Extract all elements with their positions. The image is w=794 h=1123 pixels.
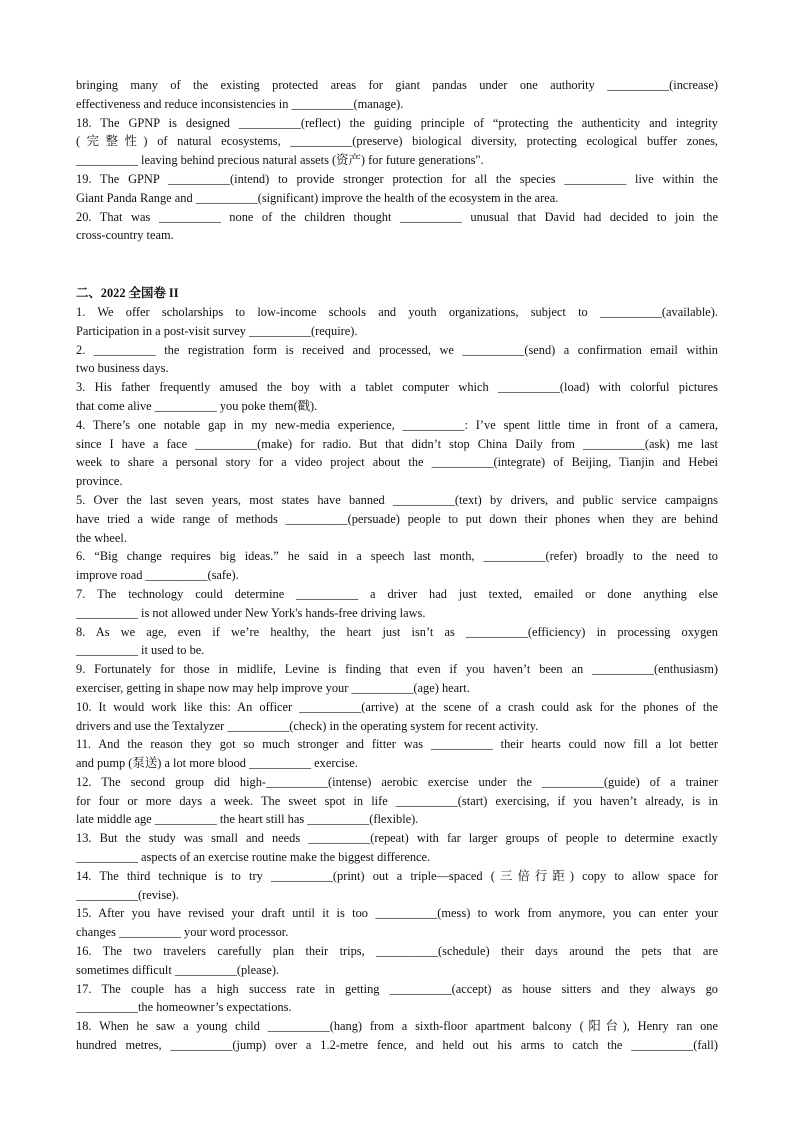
text-line: 12. The second group did high-__________(intense) aerobic exercise under the __________(guide) of a trainer — [76, 774, 718, 789]
text-line: and pump (泵送) a lot more blood __________ exercise. — [76, 756, 358, 771]
text-line: 19. The GPNP __________(intend) to provide stronger protection for all the species __________ live within the — [76, 171, 718, 186]
text-line: Participation in a post-visit survey __________(require). — [76, 323, 358, 338]
text-line: __________ leaving behind precious natural assets (资产) for future generations". — [76, 153, 484, 168]
text-line: 17. The couple has a high success rate in getting __________(accept) as house sitters and they always go — [76, 981, 718, 996]
text-line: 13. But the study was small and needs __________(repeat) with far larger groups of people to determine exactly — [76, 831, 718, 846]
text-line: 2. __________ the registration form is received and processed, we __________(send) a confirmation email within — [76, 342, 718, 357]
top-block — [76, 76, 718, 245]
text-line: drivers and use the Textalyzer __________(check) in the operating system for recent activity. — [76, 718, 539, 733]
text-line: (完整性) of natural ecosystems, __________(preserve) biological diversity, protecting ecological buffer zones, — [76, 134, 718, 149]
text-line: 8. As we age, even if we’re healthy, the heart just isn’t as __________(efficiency) in processing oxygen — [76, 624, 718, 639]
text-line: improve road __________(safe). — [76, 568, 239, 583]
text-line: 10. It would work like this: An officer __________(arrive) at the scene of a crash could ask for the phones of the — [76, 699, 718, 714]
text-line: two business days. — [76, 361, 169, 376]
text-line: have tried a wide range of methods __________(persuade) people to put down their phones when they are behind — [76, 511, 718, 526]
text-line: __________the homeowner’s expectations. — [76, 1000, 292, 1015]
text-line: 7. The technology could determine __________ a driver had just texted, emailed or done anything else — [76, 586, 718, 601]
document-page — [76, 76, 718, 1055]
text-line: __________ it used to be. — [76, 643, 205, 658]
text-line: since I have a face __________(make) for radio. But that didn’t stop China Daily from __________(ask) me last — [76, 436, 718, 451]
text-line: 6. “Big change requires big ideas.” he said in a speech last month, __________(refer) broadly to the need to — [76, 549, 718, 564]
text-line: 18. When he saw a young child __________(hang) from a sixth-floor apartment balcony (阳台), Henry ran one — [76, 1019, 718, 1034]
text-line: 9. Fortunately for those in midlife, Levine is finding that even if you haven’t been an __________(enthusiasm) — [76, 662, 718, 677]
text-line: cross-country team. — [76, 228, 174, 243]
text-line: that come alive __________ you poke them(戳). — [76, 398, 318, 413]
text-line: province. — [76, 474, 123, 489]
text-line: effectiveness and reduce inconsistencies in __________(manage). — [76, 96, 404, 111]
text-line: Giant Panda Range and __________(significant) improve the health of the ecosystem in the area. — [76, 190, 559, 205]
text-line: 1. We offer scholarships to low-income schools and youth organizations, subject to __________(available). — [76, 304, 718, 319]
section-gap — [76, 245, 718, 284]
text-line: __________ is not allowed under New York's hands-free driving laws. — [76, 605, 426, 620]
text-line: __________ aspects of an exercise routine make the biggest difference. — [76, 850, 431, 865]
text-line: 3. His father frequently amused the boy with a tablet computer which __________(load) with colorful pictures — [76, 380, 718, 395]
section-block — [76, 303, 718, 1055]
text-line: exerciser, getting in shape now may help improve your __________(age) heart. — [76, 680, 470, 695]
text-line: changes __________ your word processor. — [76, 925, 289, 940]
text-line: 4. There’s one notable gap in my new-media experience, __________: I’ve spent little time in front of a camera, — [76, 417, 718, 432]
text-line: bringing many of the existing protected areas for giant pandas under one authority __________(increase) — [76, 78, 718, 92]
text-line: 14. The third technique is to try __________(print) out a triple—spaced (三倍行距) copy to allow space for — [76, 868, 718, 883]
text-line: late middle age __________ the heart still has __________(flexible). — [76, 812, 419, 827]
text-line: 18. The GPNP is designed __________(reflect) the guiding principle of “protecting the authenticity and integrity — [76, 115, 718, 130]
text-line: 20. That was __________ none of the children thought __________ unusual that David had decided to join the — [76, 209, 718, 224]
text-line: 11. And the reason they got so much stronger and fitter was __________ their hearts could now fill a lot better — [76, 737, 718, 752]
text-line: hundred metres, __________(jump) over a 1.2-metre fence, and held out his arms to catch the __________(fall) — [76, 1038, 718, 1053]
text-line: 16. The two travelers carefully plan their trips, __________(schedule) their days around the pets that are — [76, 944, 718, 959]
text-line: sometimes difficult __________(please). — [76, 962, 280, 977]
text-line: for four or more days a week. The sweet spot in life __________(start) exercising, if you haven’t already, is in — [76, 793, 718, 808]
section-heading: 二、2022 全国卷 II — [76, 286, 179, 301]
text-line: 5. Over the last seven years, most states have banned __________(text) by drivers, and public service campaigns — [76, 492, 718, 507]
text-line: the wheel. — [76, 530, 127, 545]
text-line: 15. After you have revised your draft until it is too __________(mess) to work from anymore, you can enter your — [76, 906, 718, 921]
text-line: __________(revise). — [76, 887, 179, 902]
text-line: week to share a personal story for a video project about the __________(integrate) of Beijing, Tianjin and Hebei — [76, 455, 718, 470]
